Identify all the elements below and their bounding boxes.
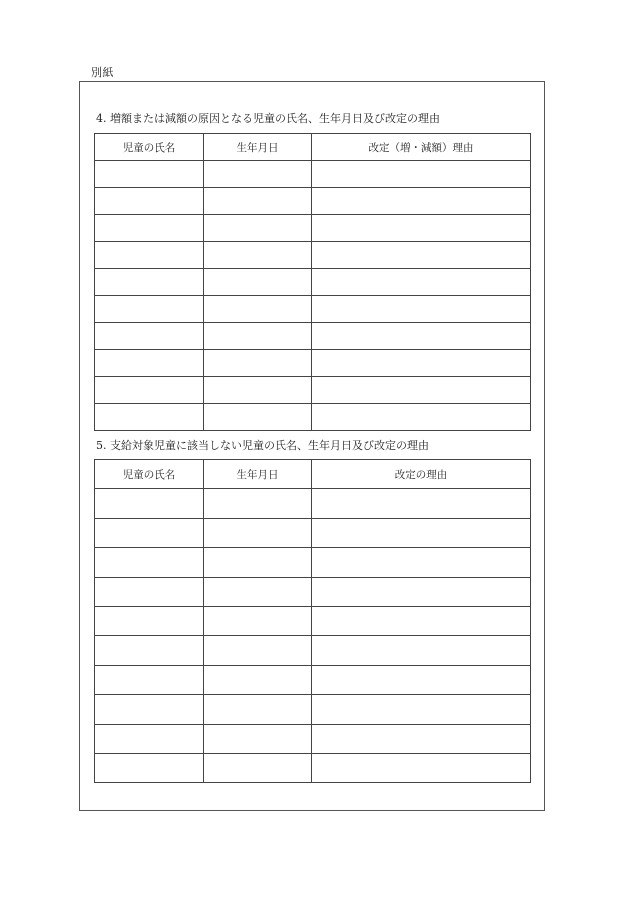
birthdate-cell[interactable] <box>204 489 312 518</box>
child-name-cell[interactable] <box>95 695 204 724</box>
birthdate-cell[interactable] <box>204 269 312 296</box>
reason-cell[interactable] <box>312 724 531 753</box>
birthdate-cell[interactable] <box>204 665 312 694</box>
child-name-cell[interactable] <box>95 215 204 242</box>
child-name-cell[interactable] <box>95 188 204 215</box>
reason-cell[interactable] <box>312 636 531 665</box>
birthdate-cell[interactable] <box>204 296 312 323</box>
child-name-cell[interactable] <box>95 753 204 782</box>
child-name-cell[interactable] <box>95 296 204 323</box>
child-name-cell[interactable] <box>95 489 204 518</box>
birthdate-cell[interactable] <box>204 606 312 635</box>
table-row <box>95 269 531 296</box>
reason-cell[interactable] <box>312 753 531 782</box>
reason-cell[interactable] <box>312 269 531 296</box>
birthdate-cell[interactable] <box>204 636 312 665</box>
reason-cell[interactable] <box>312 161 531 188</box>
table-row <box>95 724 531 753</box>
table-row <box>95 606 531 635</box>
child-name-cell[interactable] <box>95 606 204 635</box>
column-header-child-name: 児童の氏名 <box>95 134 204 161</box>
child-name-cell[interactable] <box>95 404 204 431</box>
table-row <box>95 377 531 404</box>
table-row <box>95 242 531 269</box>
section-5-table <box>94 459 531 783</box>
birthdate-cell[interactable] <box>204 724 312 753</box>
table-row <box>95 753 531 782</box>
reason-cell[interactable] <box>312 296 531 323</box>
section-5-rows <box>95 489 531 783</box>
table-row <box>95 665 531 694</box>
birthdate-cell[interactable] <box>204 215 312 242</box>
birthdate-cell[interactable] <box>204 548 312 577</box>
birthdate-cell[interactable] <box>204 350 312 377</box>
birthdate-cell[interactable] <box>204 377 312 404</box>
reason-cell[interactable] <box>312 350 531 377</box>
birthdate-cell[interactable] <box>204 323 312 350</box>
birthdate-cell[interactable] <box>204 161 312 188</box>
child-name-cell[interactable] <box>95 242 204 269</box>
table-row <box>95 548 531 577</box>
column-header-child-name: 児童の氏名 <box>95 460 204 489</box>
table-header-row <box>95 134 531 161</box>
reason-cell[interactable] <box>312 665 531 694</box>
child-name-cell[interactable] <box>95 665 204 694</box>
table-row <box>95 296 531 323</box>
reason-cell[interactable] <box>312 404 531 431</box>
reason-cell[interactable] <box>312 577 531 606</box>
table-row <box>95 489 531 518</box>
section-4-table <box>94 133 531 431</box>
child-name-cell[interactable] <box>95 518 204 547</box>
child-name-cell[interactable] <box>95 548 204 577</box>
child-name-cell[interactable] <box>95 161 204 188</box>
child-name-cell[interactable] <box>95 350 204 377</box>
reason-cell[interactable] <box>312 548 531 577</box>
child-name-cell[interactable] <box>95 269 204 296</box>
child-name-cell[interactable] <box>95 636 204 665</box>
reason-cell[interactable] <box>312 323 531 350</box>
section-4-title: 4. 増額または減額の原因となる児童の氏名、生年月日及び改定の理由 <box>96 112 440 125</box>
table-row <box>95 323 531 350</box>
reason-cell[interactable] <box>312 518 531 547</box>
table-row <box>95 518 531 547</box>
table-row <box>95 161 531 188</box>
child-name-cell[interactable] <box>95 724 204 753</box>
birthdate-cell[interactable] <box>204 518 312 547</box>
child-name-cell[interactable] <box>95 577 204 606</box>
column-header-reason: 改定の理由 <box>312 460 531 489</box>
table-row <box>95 404 531 431</box>
table-row <box>95 215 531 242</box>
birthdate-cell[interactable] <box>204 188 312 215</box>
column-header-birthdate: 生年月日 <box>204 460 312 489</box>
birthdate-cell[interactable] <box>204 695 312 724</box>
table-row <box>95 695 531 724</box>
column-header-birthdate: 生年月日 <box>204 134 312 161</box>
section-5-title: 5. 支給対象児童に該当しない児童の氏名、生年月日及び改定の理由 <box>96 439 429 452</box>
child-name-cell[interactable] <box>95 377 204 404</box>
page-label: 別紙 <box>91 66 114 79</box>
birthdate-cell[interactable] <box>204 577 312 606</box>
birthdate-cell[interactable] <box>204 242 312 269</box>
reason-cell[interactable] <box>312 215 531 242</box>
reason-cell[interactable] <box>312 188 531 215</box>
reason-cell[interactable] <box>312 377 531 404</box>
reason-cell[interactable] <box>312 489 531 518</box>
table-row <box>95 636 531 665</box>
table-header-row <box>95 460 531 489</box>
reason-cell[interactable] <box>312 606 531 635</box>
table-row <box>95 577 531 606</box>
table-row <box>95 350 531 377</box>
child-name-cell[interactable] <box>95 323 204 350</box>
section-4-rows <box>95 161 531 431</box>
column-header-reason: 改定（増・減額）理由 <box>312 134 531 161</box>
table-row <box>95 188 531 215</box>
birthdate-cell[interactable] <box>204 753 312 782</box>
reason-cell[interactable] <box>312 695 531 724</box>
reason-cell[interactable] <box>312 242 531 269</box>
birthdate-cell[interactable] <box>204 404 312 431</box>
